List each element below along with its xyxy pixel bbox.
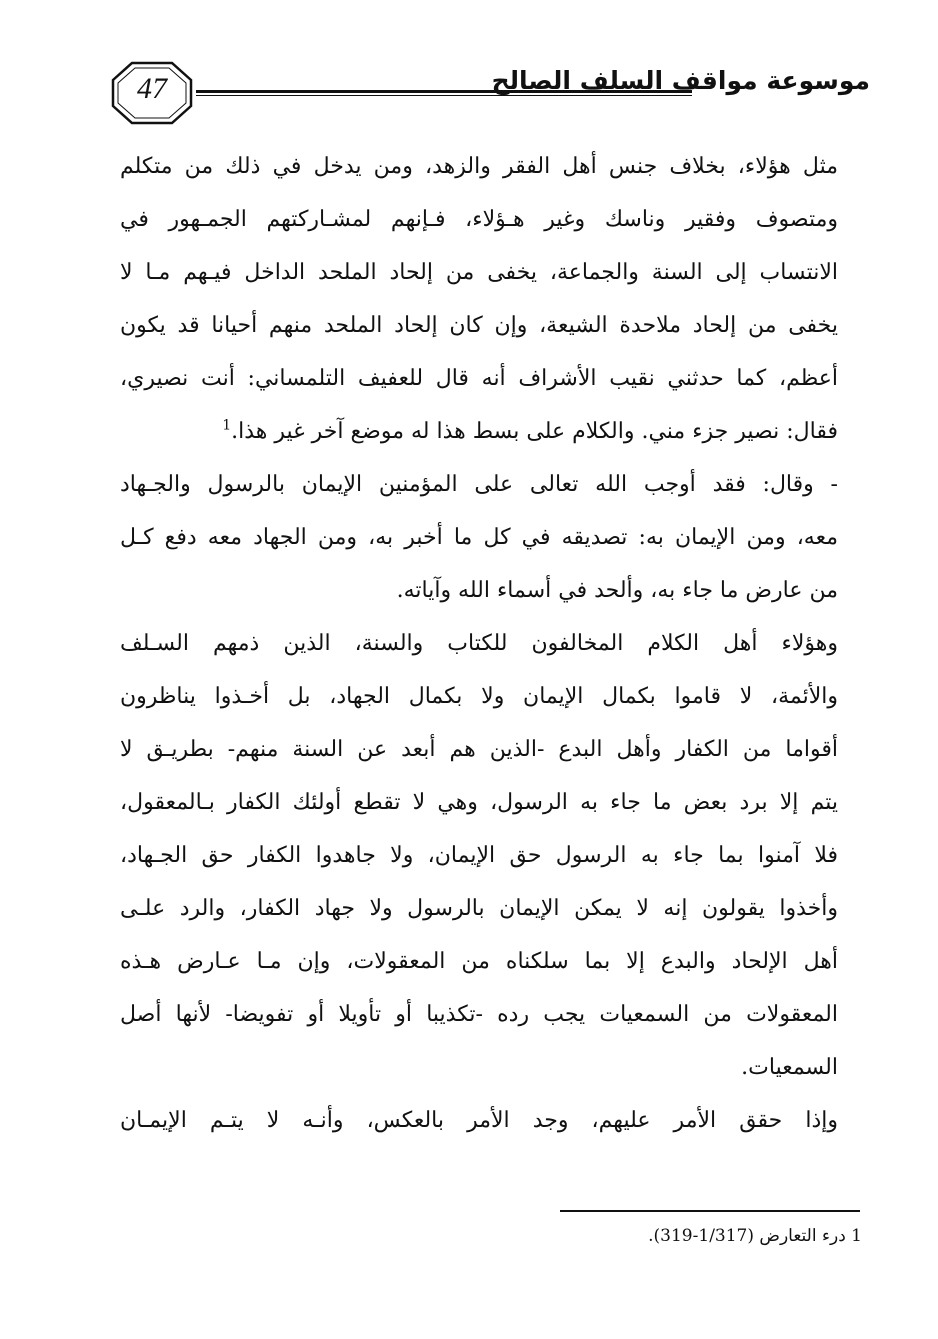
text-line: الانتساب إلى السنة والجماعة، يخفى من إلحاد الملحد الداخل فيـهم مـا لا	[120, 260, 838, 285]
text-line: - وقال: فقد أوجب الله تعالى على المؤمنين الإيمان بالرسول والجـهاد	[120, 472, 838, 497]
footnote	[400, 1226, 862, 1246]
page-header	[100, 60, 870, 126]
text-line: فلا آمنوا بما جاء به الرسول حق الإيمان، ولا جاهدوا الكفار حق الجـهاد،	[120, 843, 838, 868]
footnote-separator	[560, 1210, 860, 1212]
text-line: وأخذوا يقولون إنه لا يمكن الإيمان بالرسول ولا جهاد الكفار، والرد علـى	[120, 896, 838, 921]
text-line: أعظم، كما حدثني نقيب الأشراف أنه قال للعفيف التلمساني: أنت نصيري،	[120, 366, 838, 391]
text-line-with-footnote	[120, 405, 838, 458]
text-line: أهل الإلحاد والبدع إلا بما سلكناه من المعقولات، وإن مـا عـارض هـذه	[120, 949, 838, 974]
text-line: مثل هؤلاء، بخلاف جنس أهل الفقر والزهد، ومن يدخل في ذلك من متكلم	[120, 154, 838, 179]
text-line: والأئمة، لا قاموا بكمال الإيمان ولا بكمال الجهاد، بل أخـذوا يناظرون	[120, 684, 838, 709]
text-line: أقواما من الكفار وأهل البدع -الذين هم أبعد عن السنة منهم- بطريـق لا	[120, 737, 838, 762]
text-line: المعقولات من السمعيات يجب رده -تكذيبا أو تأويلا أو تفويضا- لأنها أصل	[120, 1002, 838, 1027]
text-line: فقال: نصير جزء مني. والكلام على بسط هذا له موضع آخر غير هذا.	[231, 419, 838, 444]
page-number-badge	[110, 60, 194, 126]
footnote-text: درء التعارض (1/317-319).	[648, 1226, 846, 1246]
text-line: يخفى من إلحاد ملاحدة الشيعة، وإن كان إلحاد الملحد منهم أحيانا قد يكون	[120, 313, 838, 338]
text-line: معه، ومن الإيمان به: تصديقه في كل ما أخبر به، ومن الجهاد معه دفع كـل	[120, 525, 838, 550]
text-line: وإذا حقق الأمر عليهم، وجد الأمر بالعكس، وأنـه لا يتـم الإيمـان	[120, 1108, 838, 1133]
text-line: السمعيات.	[741, 1055, 838, 1080]
text-line: وهؤلاء أهل الكلام المخالفون للكتاب والسنة، الذين ذمهم السـلف	[120, 631, 838, 656]
text-line: يتم إلا برد بعض ما جاء به الرسول، وهي لا تقطع أولئك الكفار بـالمعقول،	[120, 790, 838, 815]
footnote-number: 1	[851, 1226, 862, 1246]
book-title: موسوعة مواقف السلف الصالح	[491, 66, 870, 95]
body-text	[120, 140, 838, 1147]
text-line: ومتصوف وفقير وناسك وغير هـؤلاء، فـإنهم لمشـاركتهم الجمـهور في	[120, 207, 838, 232]
page-number: 47	[137, 72, 167, 105]
footnote-reference[interactable]: 1	[222, 417, 232, 434]
text-line: من عارض ما جاء به، وألحد في أسماء الله وآياته.	[396, 578, 838, 603]
